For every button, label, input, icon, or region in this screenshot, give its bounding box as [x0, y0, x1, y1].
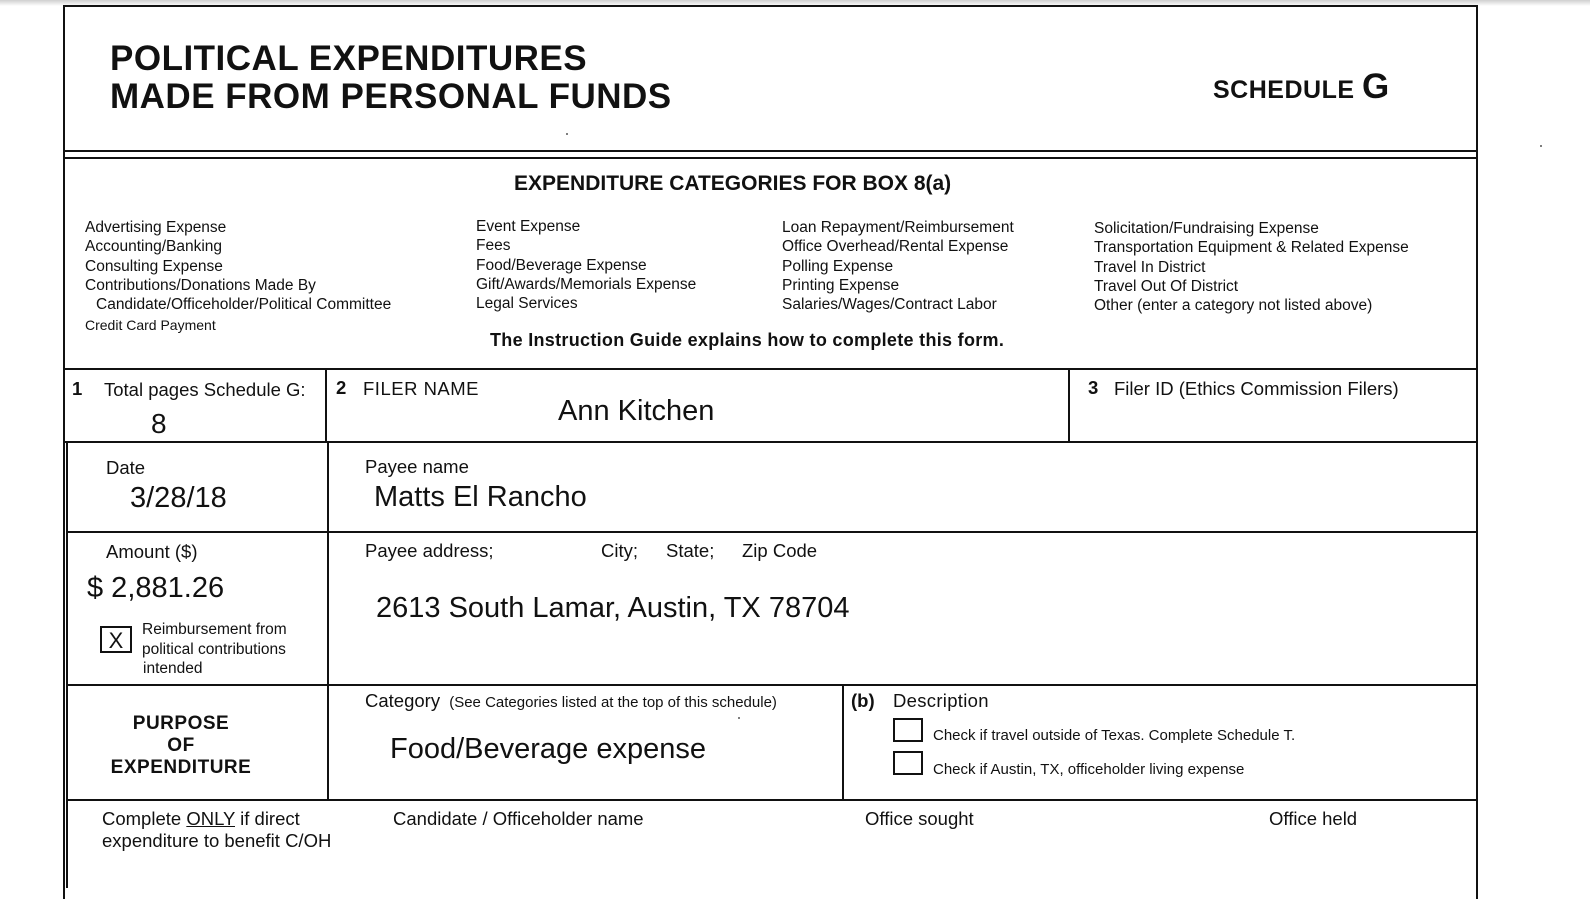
austin-living-expense-label: Check if Austin, TX, officeholder living expense [933, 761, 1245, 778]
date-value[interactable]: 3/28/18 [130, 482, 227, 514]
category-note: (See Categories listed at the top of this schedule) [449, 694, 777, 711]
form-frame [63, 5, 1478, 899]
category-item: Polling Expense [782, 257, 894, 275]
category-item: Event Expense [476, 218, 581, 235]
payee-address-label: Payee address; [365, 540, 494, 561]
field-number-1: 1 [72, 378, 83, 399]
category-label [365, 690, 777, 712]
scan-speck [566, 133, 568, 135]
payee-address-value[interactable]: 2613 South Lamar, Austin, TX 78704 [376, 592, 850, 624]
travel-outside-texas-checkbox[interactable] [893, 718, 923, 742]
direct-expenditure-note [102, 808, 331, 852]
schedule-word: SCHEDULE [1213, 76, 1355, 104]
categories-column-4 [1094, 219, 1409, 315]
filer-name-value[interactable]: Ann Kitchen [558, 395, 715, 427]
total-pages-value[interactable]: 8 [151, 408, 167, 439]
field-label-b: (b) [851, 690, 875, 711]
category-item: Travel Out Of District [1094, 277, 1239, 295]
instruction-guide-note: The Instruction Guide explains how to complete this form. [490, 330, 1005, 350]
filer-name-label: FILER NAME [363, 378, 480, 399]
category-item: Legal Services [476, 295, 578, 313]
reimbursement-label-line2: political contributions [142, 640, 286, 658]
payee-name-label: Payee name [365, 456, 469, 477]
category-item: Loan Repayment/Reimbursement [782, 219, 1014, 236]
row3-top-rule [66, 531, 1478, 533]
category-item: Food/Beverage Expense [476, 256, 647, 274]
categories-column-1 [85, 218, 391, 336]
header-rule-top [63, 150, 1478, 152]
header-rule-bottom [63, 157, 1478, 159]
field-number-2: 2 [336, 377, 347, 398]
filer-id-label: Filer ID (Ethics Commission Filers) [1114, 378, 1399, 399]
category-item: Fees [476, 237, 511, 255]
city-label: City; [601, 540, 638, 561]
scan-speck [1540, 145, 1542, 147]
direct-expenditure-line2: expenditure to benefit C/OH [102, 830, 332, 851]
amount-value[interactable]: $ 2,881.26 [87, 572, 225, 604]
form-title [110, 40, 672, 116]
direct-expenditure-line1 [102, 808, 331, 830]
reimbursement-label [142, 620, 287, 679]
total-pages-label: Total pages Schedule G: [104, 379, 306, 400]
category-label-text: Category [365, 690, 441, 711]
purpose-line3: EXPENDITURE [110, 757, 252, 778]
category-item: Solicitation/Fundraising Expense [1094, 220, 1319, 237]
category-item: Contributions/Donations Made By [85, 276, 316, 294]
category-item: Accounting/Banking [85, 238, 223, 256]
category-item: Salaries/Wages/Contract Labor [782, 296, 997, 314]
row4-top-rule [66, 684, 1478, 686]
field-number-3: 3 [1088, 377, 1099, 398]
travel-outside-texas-label: Check if travel outside of Texas. Complete Schedule T. [933, 727, 1296, 744]
left-inner-rule [66, 443, 68, 888]
candidate-officeholder-name-label: Candidate / Officeholder name [393, 808, 644, 829]
complete-prefix: Complete [102, 808, 187, 829]
form-title-line1: POLITICAL EXPENDITURES [110, 39, 588, 78]
category-item: Candidate/Officeholder/Political Committee [96, 296, 392, 314]
row1-divider-b [1068, 368, 1070, 442]
form-title-line2: MADE FROM PERSONAL FUNDS [110, 77, 672, 116]
row5-top-rule [66, 799, 1478, 801]
category-item: Travel In District [1094, 258, 1206, 276]
purpose-line2: OF [167, 735, 195, 756]
reimbursement-checkbox[interactable]: X [100, 626, 132, 653]
office-held-label: Office held [1269, 808, 1358, 829]
schedule-letter: G [1361, 67, 1390, 106]
austin-living-expense-checkbox[interactable] [893, 751, 923, 775]
category-item: Other (enter a category not listed above) [1094, 297, 1373, 315]
date-label: Date [106, 457, 146, 478]
row1-divider-a [325, 368, 327, 442]
purpose-of-expenditure-label [96, 713, 266, 779]
category-item: Advertising Expense [85, 219, 227, 236]
complete-suffix: if direct [235, 808, 300, 829]
scan-speck [738, 717, 740, 719]
payee-name-value[interactable]: Matts El Rancho [374, 481, 587, 513]
categories-column-3 [782, 218, 1014, 314]
purpose-line1: PURPOSE [132, 713, 230, 734]
description-label: Description [893, 690, 989, 711]
category-description-divider [842, 685, 844, 800]
zip-code-label: Zip Code [742, 540, 818, 561]
category-item: Gift/Awards/Memorials Expense [476, 275, 697, 293]
category-item: Credit Card Payment [85, 317, 216, 334]
categories-heading: EXPENDITURE CATEGORIES FOR BOX 8(a) [514, 172, 952, 195]
amount-label: Amount ($) [106, 541, 198, 562]
categories-column-2 [476, 217, 696, 313]
state-label: State; [666, 540, 715, 561]
schedule-label [1213, 67, 1390, 107]
category-value[interactable]: Food/Beverage expense [390, 733, 706, 765]
reimbursement-label-line3: intended [143, 660, 203, 677]
category-item: Office Overhead/Rental Expense [782, 238, 1009, 256]
complete-only: ONLY [186, 808, 235, 829]
category-item: Transportation Equipment & Related Expense [1094, 239, 1409, 257]
left-column-divider [327, 443, 329, 800]
row2-top-rule [63, 441, 1478, 443]
office-sought-label: Office sought [865, 808, 974, 829]
row1-top-rule [63, 368, 1478, 370]
category-item: Printing Expense [782, 276, 900, 294]
reimbursement-label-line1: Reimbursement from [142, 621, 287, 638]
category-item: Consulting Expense [85, 257, 223, 275]
